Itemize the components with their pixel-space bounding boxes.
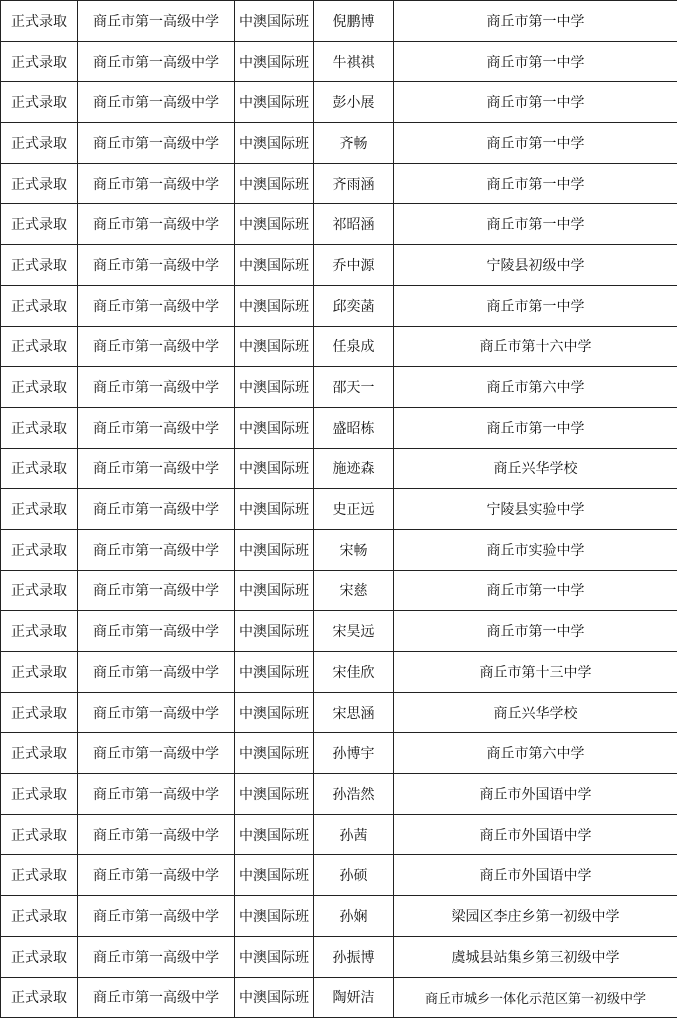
graduating-school-cell: 商丘市第十三中学 (394, 652, 677, 693)
admitting-school-cell: 商丘市第一高级中学 (78, 1, 235, 42)
admission-status-cell: 正式录取 (1, 489, 78, 530)
table-row (1, 41, 677, 82)
admission-table-body (1, 1, 677, 1018)
admission-status-cell: 正式录取 (1, 936, 78, 977)
class-type-cell: 中澳国际班 (235, 896, 314, 937)
admitting-school-cell: 商丘市第一高级中学 (78, 204, 235, 245)
graduating-school-cell: 商丘市外国语中学 (394, 814, 677, 855)
class-type-cell: 中澳国际班 (235, 407, 314, 448)
graduating-school-cell: 商丘市第一中学 (394, 163, 677, 204)
table-row (1, 774, 677, 815)
student-name-cell: 齐雨涵 (314, 163, 394, 204)
class-type-cell: 中澳国际班 (235, 489, 314, 530)
admission-status-cell: 正式录取 (1, 245, 78, 286)
admitting-school-cell: 商丘市第一高级中学 (78, 896, 235, 937)
class-type-cell: 中澳国际班 (235, 367, 314, 408)
student-name-cell: 乔中源 (314, 245, 394, 286)
student-name-cell: 孙浩然 (314, 774, 394, 815)
class-type-cell: 中澳国际班 (235, 1, 314, 42)
student-name-cell: 史正远 (314, 489, 394, 530)
admitting-school-cell: 商丘市第一高级中学 (78, 123, 235, 164)
class-type-cell: 中澳国际班 (235, 977, 314, 1018)
table-row (1, 123, 677, 164)
student-name-cell: 倪鹏博 (314, 1, 394, 42)
admitting-school-cell: 商丘市第一高级中学 (78, 285, 235, 326)
admission-status-cell: 正式录取 (1, 326, 78, 367)
table-row (1, 936, 677, 977)
admission-status-cell: 正式录取 (1, 977, 78, 1018)
class-type-cell: 中澳国际班 (235, 692, 314, 733)
student-name-cell: 盛昭栋 (314, 407, 394, 448)
table-row (1, 489, 677, 530)
class-type-cell: 中澳国际班 (235, 285, 314, 326)
class-type-cell: 中澳国际班 (235, 448, 314, 489)
admission-status-cell: 正式录取 (1, 285, 78, 326)
graduating-school-cell: 商丘市城乡一体化示范区第一初级中学 (394, 977, 677, 1018)
student-name-cell: 祁昭涵 (314, 204, 394, 245)
admitting-school-cell: 商丘市第一高级中学 (78, 855, 235, 896)
graduating-school-cell: 商丘市第一中学 (394, 285, 677, 326)
table-row (1, 367, 677, 408)
admitting-school-cell: 商丘市第一高级中学 (78, 163, 235, 204)
admitting-school-cell: 商丘市第一高级中学 (78, 489, 235, 530)
admitting-school-cell: 商丘市第一高级中学 (78, 326, 235, 367)
table-row (1, 611, 677, 652)
graduating-school-cell: 商丘市第一中学 (394, 82, 677, 123)
student-name-cell: 宋佳欣 (314, 652, 394, 693)
student-name-cell: 孙茜 (314, 814, 394, 855)
table-row (1, 448, 677, 489)
admitting-school-cell: 商丘市第一高级中学 (78, 82, 235, 123)
graduating-school-cell: 虞城县站集乡第三初级中学 (394, 936, 677, 977)
table-row (1, 814, 677, 855)
admitting-school-cell: 商丘市第一高级中学 (78, 692, 235, 733)
class-type-cell: 中澳国际班 (235, 611, 314, 652)
admission-status-cell: 正式录取 (1, 123, 78, 164)
table-row (1, 163, 677, 204)
admission-status-cell: 正式录取 (1, 367, 78, 408)
admitting-school-cell: 商丘市第一高级中学 (78, 611, 235, 652)
admission-status-cell: 正式录取 (1, 855, 78, 896)
class-type-cell: 中澳国际班 (235, 245, 314, 286)
graduating-school-cell: 宁陵县实验中学 (394, 489, 677, 530)
admitting-school-cell: 商丘市第一高级中学 (78, 407, 235, 448)
admission-status-cell: 正式录取 (1, 611, 78, 652)
class-type-cell: 中澳国际班 (235, 774, 314, 815)
table-row (1, 570, 677, 611)
table-row (1, 285, 677, 326)
class-type-cell: 中澳国际班 (235, 529, 314, 570)
table-row (1, 652, 677, 693)
student-name-cell: 孙硕 (314, 855, 394, 896)
student-name-cell: 宋思涵 (314, 692, 394, 733)
table-row (1, 529, 677, 570)
student-name-cell: 邵天一 (314, 367, 394, 408)
admission-status-cell: 正式录取 (1, 163, 78, 204)
admitting-school-cell: 商丘市第一高级中学 (78, 977, 235, 1018)
class-type-cell: 中澳国际班 (235, 652, 314, 693)
admitting-school-cell: 商丘市第一高级中学 (78, 41, 235, 82)
graduating-school-cell: 商丘市第六中学 (394, 733, 677, 774)
admission-status-cell: 正式录取 (1, 692, 78, 733)
admitting-school-cell: 商丘市第一高级中学 (78, 245, 235, 286)
table-row (1, 326, 677, 367)
student-name-cell: 彭小展 (314, 82, 394, 123)
admitting-school-cell: 商丘市第一高级中学 (78, 448, 235, 489)
graduating-school-cell: 商丘市外国语中学 (394, 774, 677, 815)
admission-status-cell: 正式录取 (1, 733, 78, 774)
admission-status-cell: 正式录取 (1, 407, 78, 448)
student-name-cell: 齐畅 (314, 123, 394, 164)
admission-status-cell: 正式录取 (1, 814, 78, 855)
graduating-school-cell: 商丘市第一中学 (394, 41, 677, 82)
admitting-school-cell: 商丘市第一高级中学 (78, 774, 235, 815)
graduating-school-cell: 宁陵县初级中学 (394, 245, 677, 286)
admission-status-cell: 正式录取 (1, 204, 78, 245)
graduating-school-cell: 商丘市第一中学 (394, 570, 677, 611)
admission-status-cell: 正式录取 (1, 529, 78, 570)
student-name-cell: 牛祺祺 (314, 41, 394, 82)
graduating-school-cell: 商丘市第一中学 (394, 204, 677, 245)
graduating-school-cell: 商丘兴华学校 (394, 692, 677, 733)
graduating-school-cell: 商丘市第一中学 (394, 407, 677, 448)
admission-status-cell: 正式录取 (1, 41, 78, 82)
class-type-cell: 中澳国际班 (235, 204, 314, 245)
table-row (1, 692, 677, 733)
admitting-school-cell: 商丘市第一高级中学 (78, 652, 235, 693)
admitting-school-cell: 商丘市第一高级中学 (78, 570, 235, 611)
table-row (1, 733, 677, 774)
graduating-school-cell: 梁园区李庄乡第一初级中学 (394, 896, 677, 937)
graduating-school-cell: 商丘兴华学校 (394, 448, 677, 489)
class-type-cell: 中澳国际班 (235, 82, 314, 123)
table-row (1, 977, 677, 1018)
class-type-cell: 中澳国际班 (235, 123, 314, 164)
admission-status-cell: 正式录取 (1, 1, 78, 42)
admitting-school-cell: 商丘市第一高级中学 (78, 367, 235, 408)
graduating-school-cell: 商丘市外国语中学 (394, 855, 677, 896)
student-name-cell: 施迹森 (314, 448, 394, 489)
class-type-cell: 中澳国际班 (235, 326, 314, 367)
class-type-cell: 中澳国际班 (235, 163, 314, 204)
admitting-school-cell: 商丘市第一高级中学 (78, 529, 235, 570)
admitting-school-cell: 商丘市第一高级中学 (78, 936, 235, 977)
graduating-school-cell: 商丘市第六中学 (394, 367, 677, 408)
student-name-cell: 邱奕菡 (314, 285, 394, 326)
admission-status-cell: 正式录取 (1, 896, 78, 937)
graduating-school-cell: 商丘市第一中学 (394, 123, 677, 164)
admission-status-cell: 正式录取 (1, 82, 78, 123)
class-type-cell: 中澳国际班 (235, 855, 314, 896)
table-row (1, 82, 677, 123)
table-row (1, 1, 677, 42)
graduating-school-cell: 商丘市第一中学 (394, 611, 677, 652)
table-row (1, 896, 677, 937)
admitting-school-cell: 商丘市第一高级中学 (78, 733, 235, 774)
graduating-school-cell: 商丘市实验中学 (394, 529, 677, 570)
table-row (1, 855, 677, 896)
admission-status-cell: 正式录取 (1, 570, 78, 611)
class-type-cell: 中澳国际班 (235, 814, 314, 855)
admission-status-cell: 正式录取 (1, 774, 78, 815)
class-type-cell: 中澳国际班 (235, 733, 314, 774)
student-name-cell: 陶妍洁 (314, 977, 394, 1018)
admission-status-cell: 正式录取 (1, 448, 78, 489)
graduating-school-cell: 商丘市第一中学 (394, 1, 677, 42)
graduating-school-cell: 商丘市第十六中学 (394, 326, 677, 367)
student-name-cell: 任泉成 (314, 326, 394, 367)
class-type-cell: 中澳国际班 (235, 41, 314, 82)
class-type-cell: 中澳国际班 (235, 570, 314, 611)
student-name-cell: 宋昊远 (314, 611, 394, 652)
admitting-school-cell: 商丘市第一高级中学 (78, 814, 235, 855)
student-name-cell: 孙娴 (314, 896, 394, 937)
student-name-cell: 孙振博 (314, 936, 394, 977)
table-row (1, 245, 677, 286)
table-row (1, 204, 677, 245)
admission-status-cell: 正式录取 (1, 652, 78, 693)
student-name-cell: 宋畅 (314, 529, 394, 570)
student-name-cell: 宋慈 (314, 570, 394, 611)
table-row (1, 407, 677, 448)
student-name-cell: 孙博宇 (314, 733, 394, 774)
class-type-cell: 中澳国际班 (235, 936, 314, 977)
